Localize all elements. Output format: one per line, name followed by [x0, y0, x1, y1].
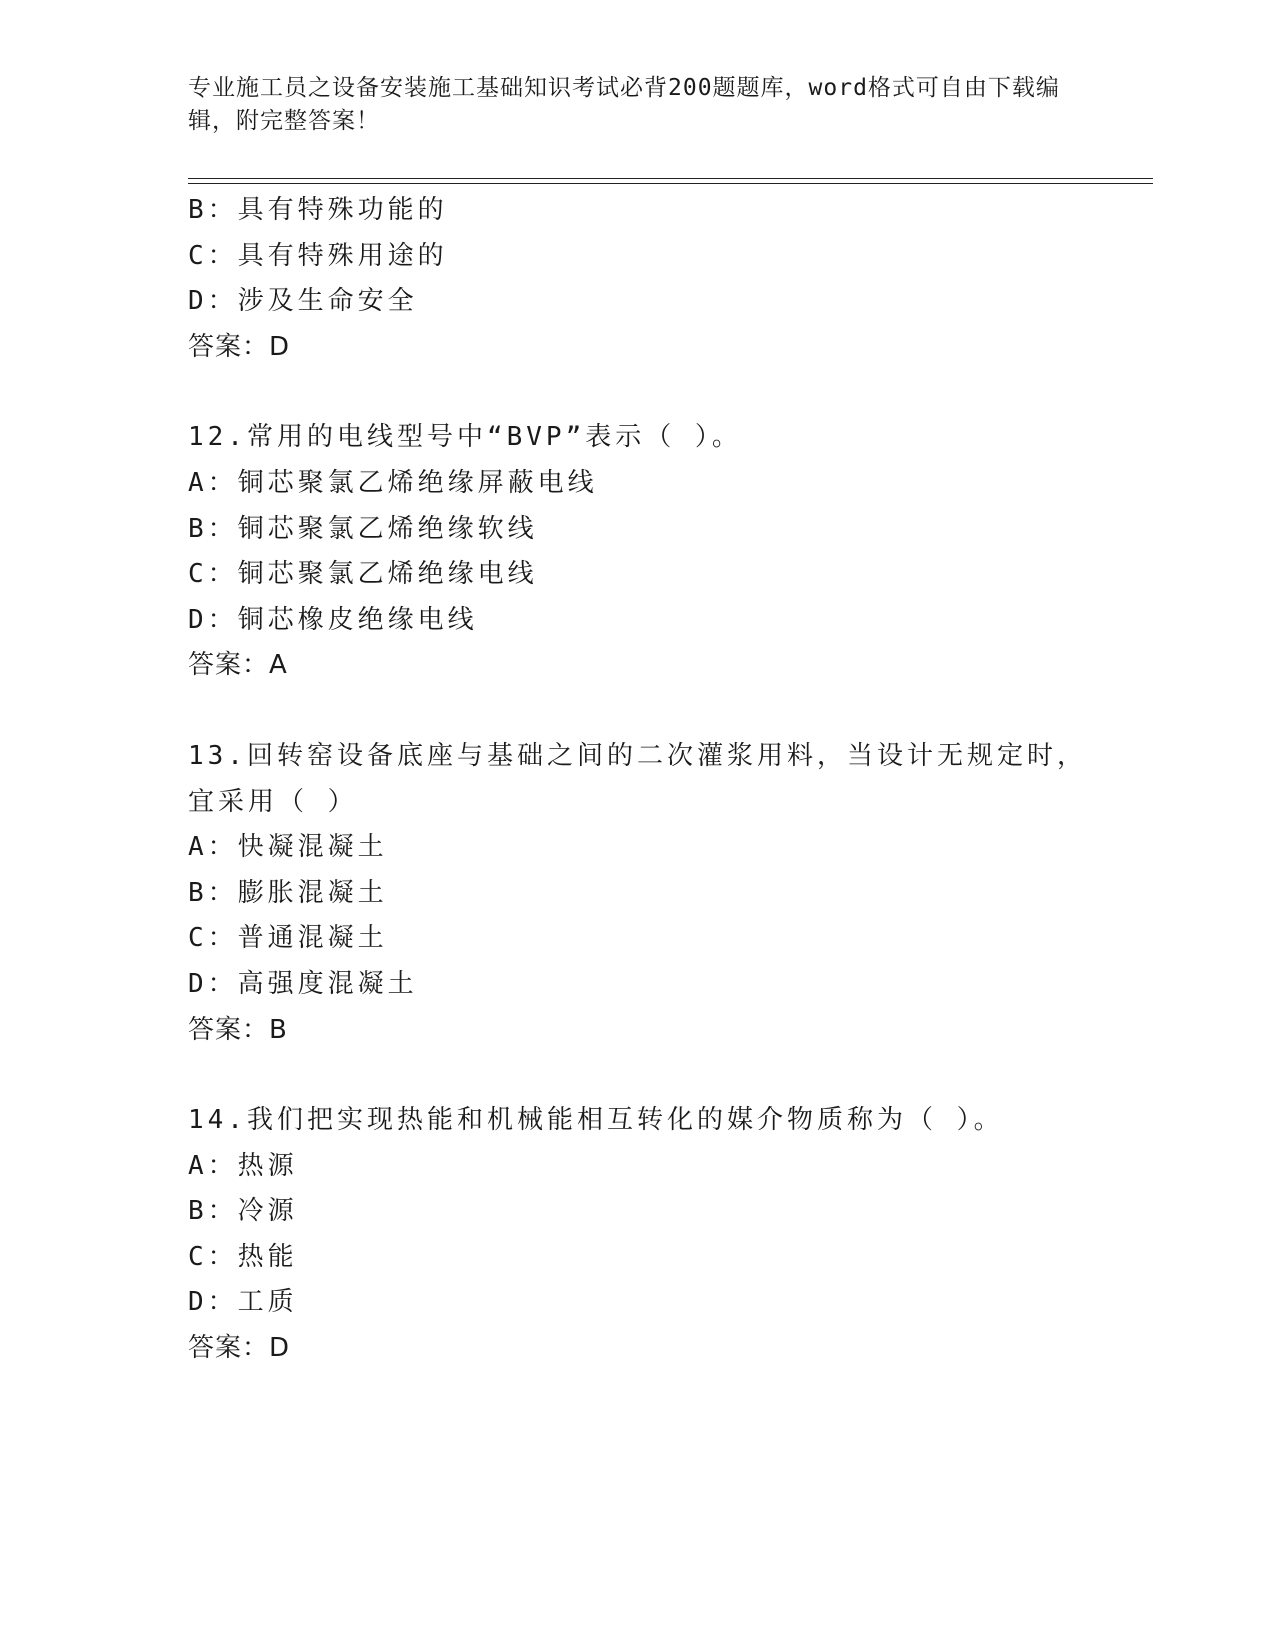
question-14 [188, 1098, 1148, 1372]
option-c: C：铜芯聚氯乙烯绝缘电线 [188, 559, 538, 590]
question-stem: 13.回转窑设备底座与基础之间的二次灌浆用料，当设计无规定时，宜采用（ ） [188, 740, 1087, 817]
option-d: D：铜芯橡皮绝缘电线 [188, 604, 478, 635]
question-stem: 12.常用的电线型号中“BVP”表示（ ）。 [188, 422, 742, 453]
option-d: D：涉及生命安全 [188, 286, 418, 317]
question-stem: 14.我们把实现热能和机械能相互转化的媒介物质称为（ ）。 [188, 1105, 1004, 1136]
header-divider-second [188, 183, 1153, 184]
answer-line: 答案：B [188, 1014, 288, 1045]
option-a: A：快凝混凝土 [188, 832, 388, 863]
option-a: A：铜芯聚氯乙烯绝缘屏蔽电线 [188, 467, 598, 498]
option-a: A：热源 [188, 1150, 298, 1181]
option-b: B：膨胀混凝土 [188, 877, 388, 908]
option-d: D：高强度混凝土 [188, 968, 418, 999]
option-d: D：工质 [188, 1287, 298, 1318]
answer-line: 答案：A [188, 650, 288, 681]
option-c: C：普通混凝土 [188, 923, 388, 954]
option-c: C：具有特殊用途的 [188, 240, 448, 271]
document-header [188, 72, 1088, 138]
option-b: B：冷源 [188, 1196, 298, 1227]
question-12 [188, 415, 1148, 689]
option-b: B：铜芯聚氯乙烯绝缘软线 [188, 513, 538, 544]
document-body [188, 188, 1148, 1372]
option-b: B：具有特殊功能的 [188, 195, 448, 225]
answer-line: 答案：D [188, 331, 291, 362]
header-divider [188, 178, 1153, 179]
answer-line: 答案：D [188, 1333, 291, 1364]
carryover-question [188, 188, 1148, 370]
question-13 [188, 734, 1148, 1053]
option-c: C：热能 [188, 1241, 298, 1272]
header-text: 专业施工员之设备安装施工基础知识考试必背200题题库，word格式可自由下载编辑，附完整答案！ [188, 75, 1060, 134]
